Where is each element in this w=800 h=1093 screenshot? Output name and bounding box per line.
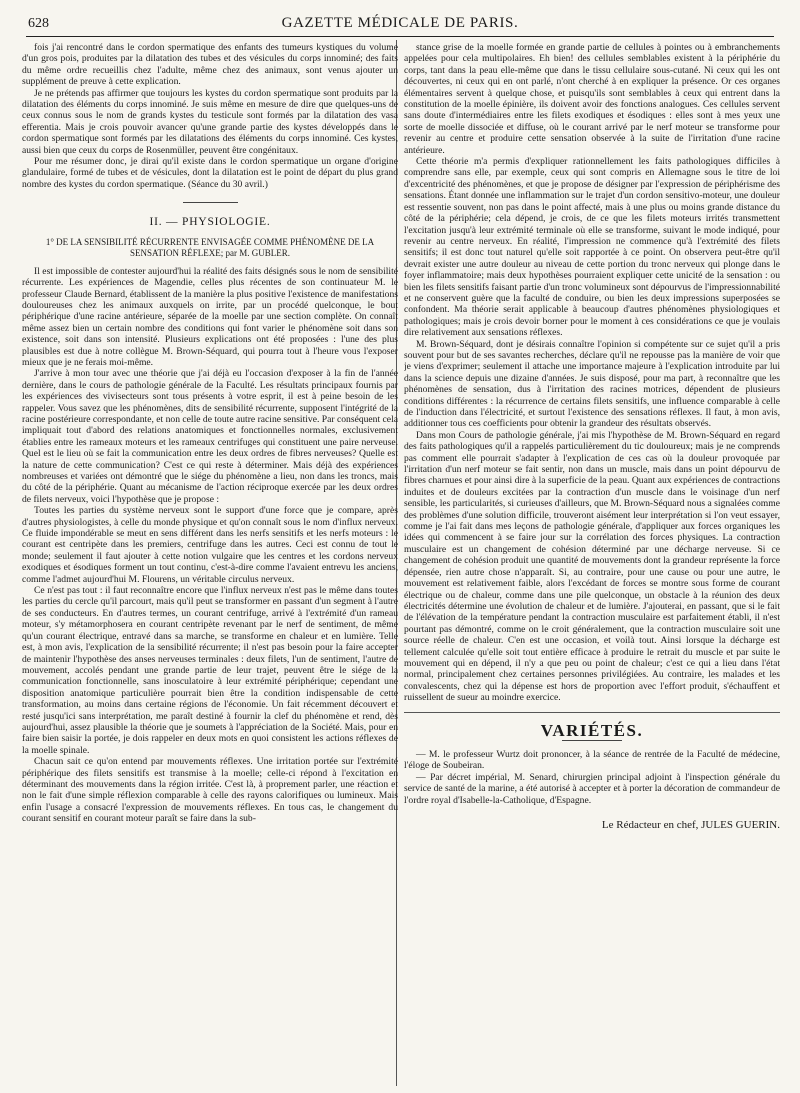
title-underline <box>562 740 622 741</box>
section-divider <box>183 202 238 203</box>
paragraph: Toutes les parties du système nerveux sont le support d'une force que je compare, après d'autres physiologistes, à celle du monde physique et qu'on connaît sous le nom d'influx nerveux. Ce fluide impondérable se meut en sens différent dans les nerfs sensitifs et les nerfs moteurs : le courant est centripète dans les premiers, centrifuge dans les autres. Ceci est connu de tout le monde; seulement il faut ajouter à cette notion vulgaire que les centres et les cordons nerveux exodiques et ésodiques forment un tout continu, c'est-à-dire comme l'avaient entrevu les anciens, comme l'admet aujourd'hui M. Flourens, un véritable circulus nerveux. <box>22 505 398 585</box>
article-title: 1° DE LA SENSIBILITÉ RÉCURRENTE ENVISAGÉE COMME PHÉNOMÈNE DE LA SENSATION RÉFLEXE; par M. GUBLER. <box>45 236 375 258</box>
page-header <box>26 14 774 37</box>
page-number: 628 <box>28 16 49 31</box>
paragraph: Pour me résumer donc, je dirai qu'il existe dans le cordon spermatique un organe d'origine glandulaire, formé de tubes et de vésicules, dont la dilatation est le point de départ du plus grand nombre des kystes du cordon spermatique. (Séance du 30 avril.) <box>22 156 398 190</box>
journal-title: GAZETTE MÉDICALE DE PARIS. <box>281 15 519 31</box>
news-item: — M. le professeur Wurtz doit prononcer, à la séance de rentrée de la Faculté de médecine, l'éloge de Soubeiran. <box>404 748 780 772</box>
paragraph: J'arrive à mon tour avec une théorie que j'ai déjà eu l'occasion d'exposer à la fin de l'année dernière, dans le cours de pathologie générale de la Faculté. Les résultats principaux fournis par les expériences des vivisecteurs sont tous présents à votre esprit, il est à peine besoin de les rappeler. Vous savez que les phénomènes, dits de sensibilité récurrente, supposent l'intégrité de la racine postérieure correspondante, et non celle de toute autre racine sensitive. Par conséquent cela impliquait tout d'abord des relations anatomiques et fonctionnelles normales, exclusivement établies entre les rameaux moteurs et les rameaux centrifuges qui constituent une paire nerveuse. Quel est le lieu où se fait la communication entre les deux ordres de fibres nerveuses? Quelle est la nature de cette communication? C'est ce qui reste à déterminer. Mais déjà des expériences nombreuses et variées ont démontré que le siége du phénomène a lieu, non dans les troncs, mais du côté de la périphérie. Quant au mécanisme de l'action réciproque exercée par les deux ordres de filets nerveux, voici l'hypothèse que je propose : <box>22 368 398 505</box>
section-title: II. — PHYSIOLOGIE. <box>149 216 271 229</box>
right-column <box>404 42 780 1082</box>
left-column <box>22 42 398 1082</box>
varietes-title: VARIÉTÉS. <box>540 720 644 740</box>
paragraph: Ce n'est pas tout : il faut reconnaître encore que l'influx nerveux n'est pas le même dans toutes les parties du cercle qu'il parcourt, mais qu'il peut se transformer en passant d'un segment à l'autre de ses conducteurs. En d'autres termes, un courant centrifuge, arrivé à l'extrémité d'un rameau moteur, s'y métamorphosera en courant centripète revenant par le nerf de sentiment, de même qu'un courant électrique, entravé dans sa marche, se transforme en chaleur et en lumière. Telle est, à mon avis, l'explication de la sensibilité récurrente; il n'est pas besoin pour la faire accepter de maintenir l'hypothèse des anses nerveuses terminales : deux filets, l'un de sentiment, l'autre de mouvement, accolés pendant une grande partie de leur trajet, peuvent être le siége de la communication fonctionnelle, sans inosculatoire à leur extrémité périphérique; cependant une disposition anatomique particulière pourrait bien être la condition indispensable de cette transformation, au moins dans certaine régions de l'économie. Un fait récemment découvert et resté jusqu'ici sans interprétation, me paraît destiné à fournir la clef du phénomène et rend, dès aujourd'hui, assez plausible la théorie que je soumets à l'appréciation de la Société. Mais, pour en faire bien saisir la portée, je dois rappeler en deux mots en quoi consistent les actions réflexes de la moelle spinale. <box>22 585 398 756</box>
editor-signature: Le Rédacteur en chef, JULES GUERIN. <box>601 819 780 831</box>
paragraph: Il est impossible de contester aujourd'hui la réalité des faits désignés sous le nom de sensibilité récurrente. Les expériences de Magendie, celles plus récentes de son continuateur M. le professeur Claude Bernard, établissent de la manière la plus positive l'existence de manifestations douloureuses chez les animaux auxquels on irrite, par un procédé quelconque, le bout périphérique d'une racine antérieure, séparée de la moelle par une section complète. On connaît même assez bien un certain nombre des conditions qui font varier le phénomène soit dans son existence, soit dans son intensité. Plusieurs explications ont été proposées : l'une des plus plausibles est due à notre collègue M. Brown-Séquard, qui pourra tout à l'heure vous l'exposer mieux que je ne ferais moi-même. <box>22 265 398 368</box>
paragraph: Chacun sait ce qu'on entend par mouvements réflexes. Une irritation portée sur l'extrémité périphérique des filets sensitifs est transmise à la moelle; celle-ci répond à l'excitation en déterminant des mouvements dans la région irritée. C'est là, à proprement parler, une réaction et non le fait d'une simple réflexion comparable à celle des rayons calorifiques ou lumineux. Mais enfin l'usage a consacré l'expression de mouvements réflexes. En tous cas, le changement du courant sensitif en courant moteur paraît se faire dans la sub- <box>22 756 398 825</box>
section-divider <box>404 712 780 713</box>
paragraph: Cette théorie m'a permis d'expliquer rationnellement les faits pathologiques difficiles à comprendre sans elle, par exemple, ceux qui sont compris en Allemagne sous le titre de loi d'excentricité des phénomènes, et que je propose de désigner par l'expression de périphérisme des sensations. Étant donnée une inflammation sur le trajet d'un cordon sensitivo-moteur, une douleur est ressentie souvent, non pas dans le point affecté, mais à une plus ou moins grande distance du côté de la périphérie; cela dépend, je crois, de ce que les filets moteurs irrités transmettent l'excitation jusqu'à leur extrémité terminale où elle se transforme, suivant le mode indiqué, pour revenir au centre nerveux. En réalité, l'impression ne commence qu'à l'extrémité des filets sensitifs; il est donc tout naturel qu'elle soit rapportée à ce point. On observera peut-être qu'il devrait exister une autre douleur au niveau de cette portion du tronc nerveux qui plonge dans le foyer inflammatoire; mais deux hypothèses pourraient expliquer cette unicité de la sensation : ou bien les filets sensitifs faisant partie d'un tronc volumineux sont dépourvus de l'impressionnabilité et ne conservent guère que la faculté de conduire, ou bien les deux impressions superposées se confondent. Ma théorie serait applicable à beaucoup d'autres phénomènes physiologiques et pathologiques; mais je crois devoir borner pour le moment à ces considérations ce que je voulais dire relativement aux sensations réflexes. <box>404 156 780 339</box>
paragraph: Je ne prétends pas affirmer que toujours les kystes du cordon spermatique sont produits par la dilatation des éléments du corps innominé. Je suis même en mesure de dire que quelques-uns de ceux connus sous le nom de grands kystes du testicule sont formés par la dilatation des vasa efferentia. Mais je crois pouvoir avancer qu'une grande partie des kystes développés dans le cordon spermatique sont formés par les dilatations des éléments du corps innominé. Ces kystes, aussi bien que ceux du corps de Rosenmüller, peuvent être congénitaux. <box>22 87 398 156</box>
paragraph: Dans mon Cours de pathologie générale, j'ai mis l'hypothèse de M. Brown-Séquard en regard des faits pathologiques qu'il a rappelés particulièrement du tic douloureux; mais je ne comprends pas comment elle pourrait s'adapter à l'explication de ces cas où la douleur provoquée par l'irritation d'un nerf moteur se fait sentir, non dans un muscle, mais dans un point dépourvu de fibres charnues et pour ainsi dire à la superficie de la peau. Quant aux expériences de contractions induites et de douleurs excitées par la contraction d'un muscle dans le voisinage d'un nerf sensible, les particularités, si curieuses d'ailleurs, que M. Brown-Séquard nous a signalées comme des problèmes d'une solution difficile, trouveront aisément leur interprétation si l'on veut essayer, comme je l'ai fait dans mes leçons de pathologie générale, d'appliquer aux forces organiques les idées qui commencent à se faire jour sur la corrélation des forces physiques. La contraction musculaire est un changement de cohésion déterminé par une décharge nerveuse. Si ce changement de cohésion produit une quantité de mouvements dont la grandeur représente la force dépensée, rien autre chose n'apparaît. Si, au contraire, pour une cause ou pour une autre, le mouvement est relativement faible, alors l'excédant de forces se montre sous forme de courant électrique ou de chaleur, comme dans une pile quelconque, un obstacle à la réunion des deux électricités détermine une évolution de chaleur et de lumière. J'ajouterai, en passant, que si le fait de l'élévation de la température pendant la contraction musculaire est parfaitement établi, il n'est pourtant pas démontré, comme on le croit généralement, que la contraction musculaire soit une source réelle de chaleur. C'en est une occasion, et voilà tout. Ainsi lorsque la décharge est tellement calculée qu'elle soit tout entière efficace à produire le retrait du muscle et par suite le mouvement qui en dépend, il n'y a que peu ou point de chaleur; c'est ce qui a lieu dans l'état normal, principalement chez certaines personnes privilégiées. Au contraire, les malades et les convalescents, chez qui la dépense est hors de proportion avec l'effort produit, s'échauffent et ruissellent de sueur au moindre exercice. <box>404 429 780 704</box>
paragraph: M. Brown-Séquard, dont je désirais connaître l'opinion si compétente sur ce sujet qu'il a pris souvent pour but de ses savantes recherches, déclare qu'il ne repousse pas la manière de voir que je viens d'exprimer; seulement il attache une importance majeure à l'explication introduite par lui dans la science depuis une dizaine d'années. Je suis disposé, pour ma part, à reconnaître que les phénomènes de sensation, dus à l'irritation des racines motrices, dépendent de plusieurs conditions différentes : la récurrence de certains filets sensitifs, une influence comparable à celle de l'induction dans l'électricité, et surtout l'existence des sensations réflexes. Il faut, à mon avis, additionner tous ces coefficients pour obtenir la grandeur des résultats observés. <box>404 338 780 430</box>
news-item: — Par décret impérial, M. Senard, chirurgien principal adjoint à l'inspection générale du service de santé de la marine, a été autorisé à accepter et à porter la décoration de commandeur de l'ordre royal d'Isabelle-la-Catholique, d'Espagne. <box>404 771 780 806</box>
paragraph: fois j'ai rencontré dans le cordon spermatique des enfants des tumeurs kystiques du volume d'un gros pois, produites par la dilatation des tubes et des vésicules du corps innominé; des faits du même ordre recueillis chez l'adulte, même chez des animaux, sont venus ajouter un supplément de preuve à cette explication. <box>22 42 398 88</box>
paragraph: stance grise de la moelle formée en grande partie de cellules à pointes ou à embranchements appelées pour cela multipolaires. Eh bien! des cellules semblables existent à la périphérie du corps, tant dans la peau elle-même que dans le tissu cellulaire sous-cutané. Ni ceux qui les ont découvertes, ni ceux qui en ont parlé, n'ont cherché à en expliquer la présence. Or ces organes élémentaires servent à quelque chose, et puisqu'ils sont semblables à ceux qui entrent dans la constitution de la moelle épinière, ils doivent avoir des fonctions analogues. Ces cellules servent sans doute d'intermédiaires entre les filets exodiques et ésodiques : elles sont à mes yeux une sorte de moelle dissociée et diffuse, où le courant arrivé par le nerf moteur se transforme pour revenir au centre et produire cette sensation observée à la suite de l'irritation d'une racine antérieure. <box>404 42 780 156</box>
